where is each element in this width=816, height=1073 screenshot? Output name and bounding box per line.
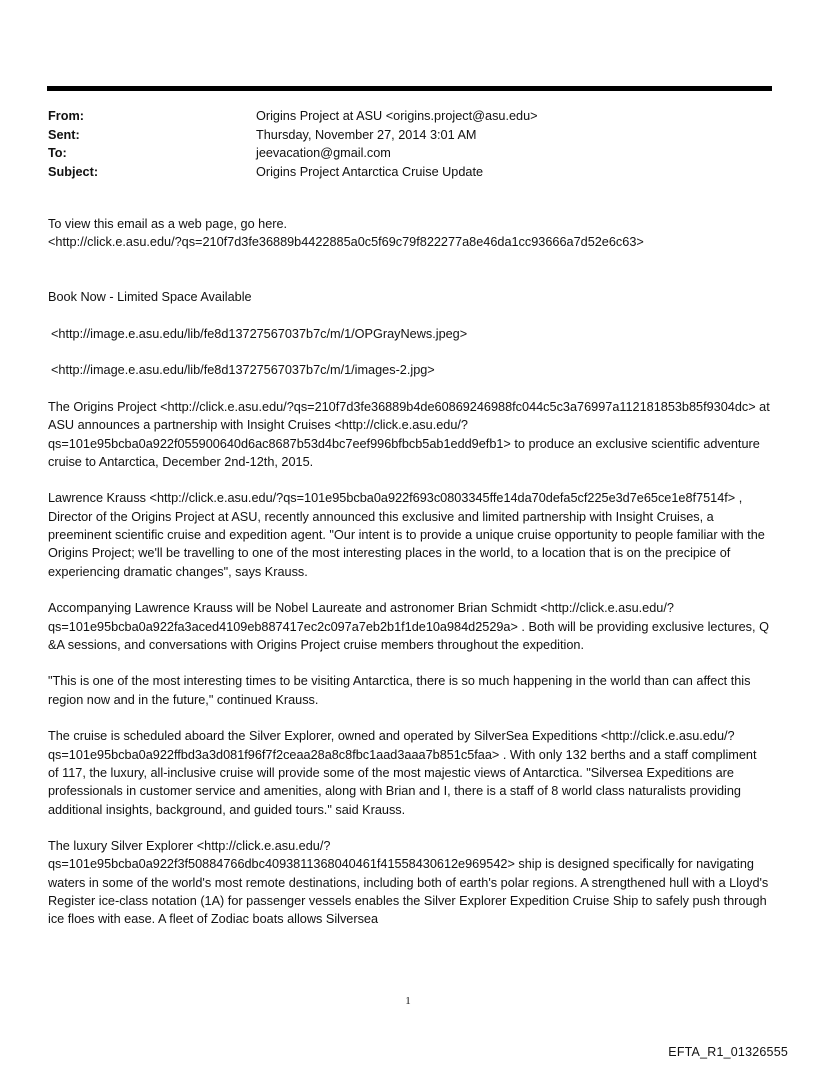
from-value: Origins Project at ASU <origins.project@asu.edu>: [256, 109, 538, 123]
subject-label: Subject:: [48, 164, 99, 179]
to-row: [48, 144, 768, 163]
email-header: [48, 107, 768, 181]
bates-number: EFTA_R1_01326555: [668, 1045, 788, 1059]
subject-value: Origins Project Antarctica Cruise Update: [256, 164, 484, 179]
sent-value: Thursday, November 27, 2014 3:01 AM: [256, 127, 477, 142]
paragraph-luxury-ship: The luxury Silver Explorer <http://click.e.asu.edu/?qs=101e95bcba0a922f3f50884766dbc4093811368040461f41558430612e969542> ship is designed specifically for navigating waters in some of the world's most remote destinations, including both of earth's polar regions. A strengthened hull with a Lloyd's Register ice-class notation (1A) for passenger vessels enables the Silver Explorer Expedition Cruise Ship to safely push through ice floes with ease. A fleet of Zodiac boats allows Silversea: [48, 839, 769, 927]
header-rule: [47, 86, 772, 91]
paragraph-silver-explorer: The cruise is scheduled aboard the Silver Explorer, owned and operated by SilverSea Expeditions <http://click.e.asu.edu/?qs=101e95bcba0a922ffbd3a3d081f96f7f2ceaa28a8c8fbc1aad3aaa7b851c5faa> . With only 132 berths and a staff compliment of 117, the luxury, all-inclusive cruise will provide some of the most majestic views of Antarctica. "Silversea Expeditions are professionals in customer service and amenities, along with Brian and I, there is a staff of 8 world class naturalists providing additional insights, background, and guided tours." said Krauss.: [48, 729, 757, 817]
email-body: [48, 215, 770, 947]
paragraph-schmidt: Accompanying Lawrence Krauss will be Nobel Laureate and astronomer Brian Schmidt <http://click.e.asu.edu/?qs=101e95bcba0a922fa3aced4109eb887417ec2c097a7eb2b1f1de10a984d2529a> . Both will be providing exclusive lectures, Q &A sessions, and conversations with Origins Project cruise members throughout the expedition.: [48, 601, 769, 652]
page-number: 1: [405, 995, 411, 1007]
to-label: To:: [48, 146, 67, 160]
web-view-link: <http://click.e.asu.edu/?qs=210f7d3fe36889b4422885a0c5f69c79f822277a8e46da1cc93666a7d52e6c63>: [48, 235, 644, 250]
image-link-2: <http://image.e.asu.edu/lib/fe8d13727567037b7c/m/1/images-2.jpg>: [51, 363, 435, 378]
paragraph-partnership: The Origins Project <http://click.e.asu.edu/?qs=210f7d3fe36889b4de60869246988fc044c5c3a76997a112181853b85f9304dc> at ASU announces a partnership with Insight Cruises <http://click.e.asu.edu/?qs=101e95bcba0a922f055900640d6ac8687b53d4bc7eef996bfbcb5ab1edd9efb1> to produce an exclusive scientific adventure cruise to Antarctica, December 2nd-12th, 2015.: [48, 399, 770, 469]
web-view-text: To view this email as a web page, go here.: [48, 217, 288, 231]
from-label: From:: [48, 109, 84, 123]
from-row: [48, 107, 768, 126]
web-view-paragraph: [48, 215, 770, 252]
paragraph-quote: "This is one of the most interesting times to be visiting Antarctica, there is so much happening in the world than can affect this region now and in the future," continued Krauss.: [48, 674, 751, 707]
sent-row: [48, 126, 768, 145]
book-now-line: Book Now - Limited Space Available: [48, 290, 252, 305]
to-value: jeevacation@gmail.com: [256, 146, 391, 160]
image-link-1: <http://image.e.asu.edu/lib/fe8d13727567037b7c/m/1/OPGrayNews.jpeg>: [51, 326, 468, 341]
subject-row: [48, 163, 768, 182]
paragraph-krauss: Lawrence Krauss <http://click.e.asu.edu/?qs=101e95bcba0a922f693c0803345ffe14da70defa5cf225e3d7e65ce1e8f7514f> , Director of the Origins Project at ASU, recently announced this exclusive and limited partnership with Insight Cruises, a preeminent scientific cruise and expedition agent. "Our intent is to provide a unique cruise opportunity to people familiar with the Origins Project; we'll be travelling to one of the most interesting places in the world, to a location that is on the precipice of experiencing dramatic changes", says Krauss.: [48, 491, 765, 579]
sent-label: Sent:: [48, 127, 80, 142]
